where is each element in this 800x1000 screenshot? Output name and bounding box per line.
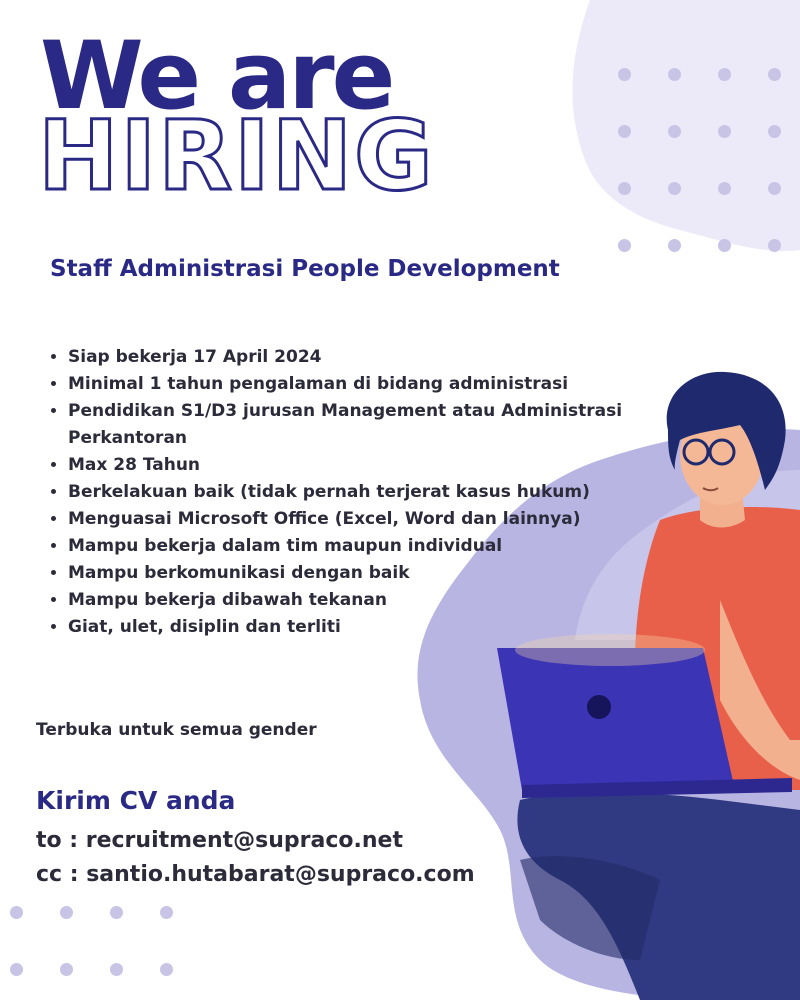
decor-dot [618, 239, 631, 252]
decor-dot [768, 125, 781, 138]
decor-dot [668, 239, 681, 252]
requirement-item: • Berkelakuan baik (tidak pernah terjerat kasus hukum) [68, 479, 628, 506]
dot-grid-bottom-left [10, 906, 174, 976]
dot-grid-top-right [618, 68, 782, 252]
requirement-item: • Mampu bekerja dalam tim maupun individual [68, 533, 628, 560]
laptop-screen [497, 648, 735, 790]
decor-dot [60, 963, 73, 976]
decor-dot [768, 239, 781, 252]
requirement-item: • Menguasai Microsoft Office (Excel, Word dan lainnya) [68, 506, 628, 533]
decor-dot [618, 68, 631, 81]
decor-dot [718, 125, 731, 138]
laptop-logo-icon [587, 695, 611, 719]
email-to-line[interactable]: to : recruitment@supraco.net [36, 828, 403, 853]
decor-dot [668, 68, 681, 81]
requirements-list [48, 344, 628, 641]
decor-dot [110, 963, 123, 976]
requirement-item: • Max 28 Tahun [68, 452, 628, 479]
decor-dot [10, 906, 23, 919]
requirement-item: • Pendidikan S1/D3 jurusan Management atau Administrasi Perkantoran [68, 398, 628, 452]
decor-dot [110, 906, 123, 919]
gender-note: Terbuka untuk semua gender [36, 720, 317, 740]
headline-we-are: We are [40, 22, 393, 131]
decor-dot [668, 125, 681, 138]
decor-dot [60, 906, 73, 919]
send-cv-heading: Kirim CV anda [36, 786, 236, 815]
email-cc-line[interactable]: cc : santio.hutabarat@supraco.com [36, 862, 475, 887]
job-title: Staff Administrasi People Development [50, 256, 560, 282]
requirement-item: • Minimal 1 tahun pengalaman di bidang administrasi [68, 371, 628, 398]
headline-hiring: HIRING [38, 100, 435, 212]
decor-dot [768, 68, 781, 81]
requirement-item: • Siap bekerja 17 April 2024 [68, 344, 628, 371]
decor-dot [160, 906, 173, 919]
requirement-item: • Giat, ulet, disiplin dan terliti [68, 614, 628, 641]
decor-dot [718, 182, 731, 195]
decor-dot [618, 125, 631, 138]
requirement-item: • Mampu berkomunikasi dengan baik [68, 560, 628, 587]
requirement-item: • Mampu bekerja dibawah tekanan [68, 587, 628, 614]
decor-dot [718, 239, 731, 252]
decor-dot [718, 68, 731, 81]
decor-dot [618, 182, 631, 195]
decor-dot [160, 963, 173, 976]
decor-dot [668, 182, 681, 195]
decor-dot [768, 182, 781, 195]
decor-dot [10, 963, 23, 976]
